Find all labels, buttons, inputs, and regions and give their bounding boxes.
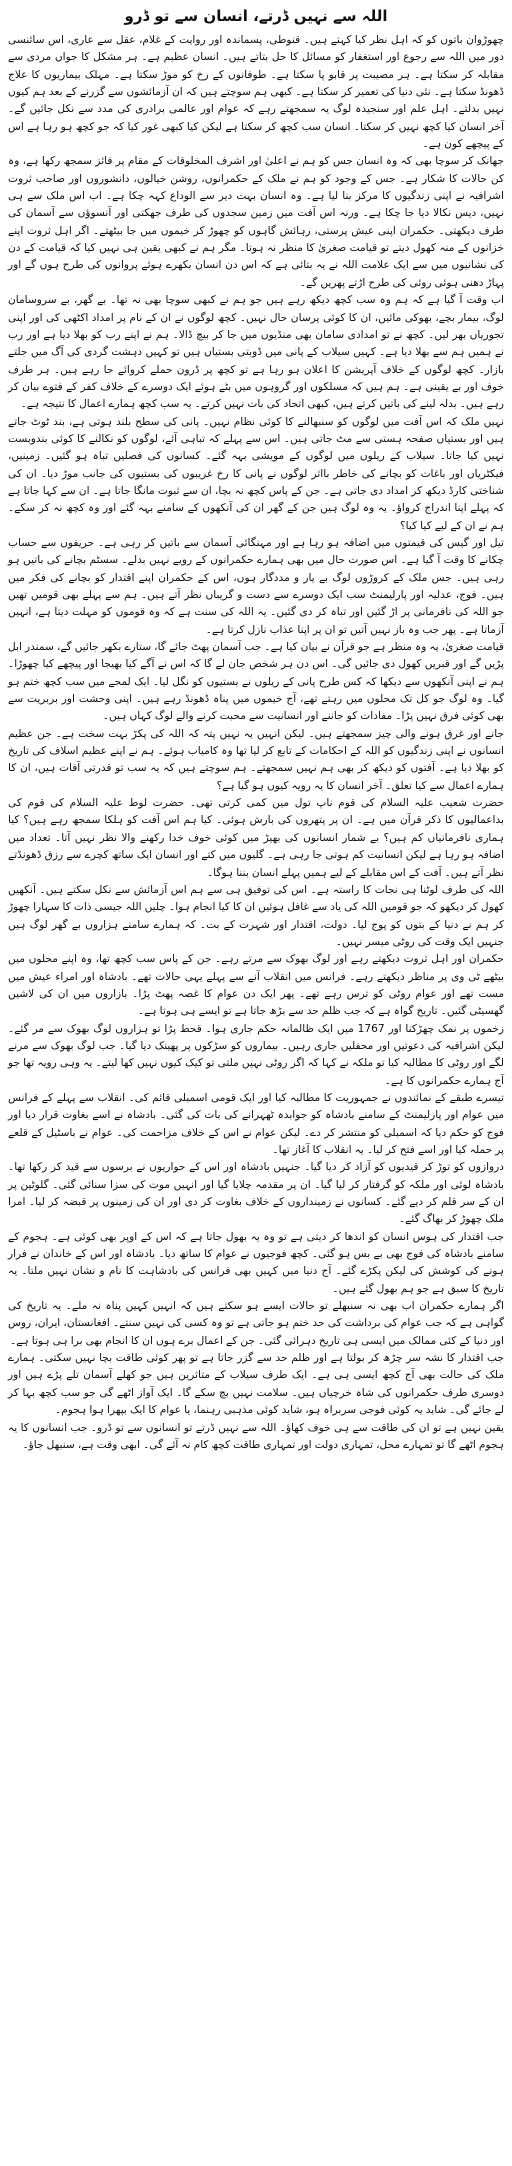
article-body — [8, 32, 504, 1454]
paragraph: جب اقتدار کا نشہ سر چڑھ کر بولتا ہے اور ظلم حد سے گزر جاتا ہے تو پھر کوئی طاقت بچا نہیں سکتی۔ ہمارے ملک کی حالت بھی آج کچھ ایسی ہی ہے۔ ایک طرف سیلاب کے متاثرین ہیں جو کھلے آسمان تلے پڑے ہیں اور دوسری طرف حکمرانوں کی شاہ خرچیاں ہیں۔ سلامت نہیں بچ سکے گا۔ ایک آواز اٹھے گی جو سب کچھ بہا کر لے جائے گی۔ شاید یہ کوئی فوجی سربراہ ہو، شاید کوئی مذہبی رہنما، یا عوام کا ایک بپھرا ہوا ہجوم۔ — [8, 1352, 504, 1417]
paragraph: حکمران اور اہل ثروت دیکھتے رہے اور لوگ بھوک سے مرتے رہے۔ جن کے پاس سب کچھ تھا، وہ اپنے محلوں میں بیٹھے ٹی وی پر مناظر دیکھتے رہے۔ فرانس میں انقلاب آنے سے پہلے یہی حالات تھے۔ بادشاہ اور امراء عیش میں مست تھے اور عوام روٹی کو ترس رہے تھے۔ پھر ایک دن عوام کا غصہ پھٹ پڑا۔ بازاروں میں ان کی لاشیں گھسیٹی گئیں۔ تاریخ گواہ ہے کہ جب ظلم حد سے بڑھ جاتا ہے تو ایسے ہی ہوتا ہے۔ — [8, 953, 504, 1018]
article-title: اللہ سے نہیں ڈرتے، انسان سے تو ڈرو — [124, 7, 388, 25]
paragraph: اب وقت آ گیا ہے کہ ہم وہ سب کچھ دیکھ رہے ہیں جو ہم نے کبھی سوچا بھی نہ تھا۔ بے گھر، بے سروسامان لوگ، بیمار بچے، بھوکی مائیں، ان کا کوئی پرسان حال نہیں۔ کچھ لوگوں نے ان کے نام پر امداد اکٹھی کی اور اپنی تجوریاں بھر لیں۔ کچھ نے تو امدادی سامان بھی منڈیوں میں جا کر بیچ ڈالا۔ ہم نے اپنے رب کو بھلا دیا ہے اور رب نے ہمیں ہم سے بھلا دیا ہے۔ کہیں سیلاب کے پانی میں ڈوبتی بستیاں ہیں تو کہیں دہشت گردی کی آگ میں جلتے بازار۔ کچھ لوگوں کے خلاف آپریشن کا اعلان ہو رہا ہے تو کچھ پر ڈرون حملے کروائے جا رہے ہیں۔ ہر طرف خوف اور بے یقینی ہے۔ ہم ہیں کہ مسلکوں اور گروہوں میں بٹے ہوئے ایک دوسرے کے خلاف کفر کے فتوے بیان کر رہے ہیں۔ بدلہ لینے کی باتیں کرتے ہیں، کبھی اتحاد کی بات نہیں کرتے۔ یہ سب کچھ ہمارے اعمال کا نتیجہ ہے۔ — [8, 294, 504, 411]
paragraph: جب اقتدار کی ہوس انسان کو اندھا کر دیتی ہے تو وہ یہ بھول جاتا ہے کہ اس کے اوپر بھی کوئی ہے۔ ہجوم کے سامنے بادشاہ کی فوج بھی بے بس ہو گئی۔ کچھ فوجیوں نے عوام کا ساتھ دیا۔ بادشاہ اور اس کے خاندان نے فرار ہونے کی کوشش کی لیکن پکڑے گئے۔ آج دنیا میں کہیں بھی فرانس کی بادشاہت کا نام و نشان نہیں ملتا۔ یہ تاریخ کا سبق ہے جو ہم بھول گئے ہیں۔ — [8, 1230, 504, 1295]
paragraph: نہیں ملک کہ اس آفت میں لوگوں کو سنبھالنے کا کوئی نظام نہیں۔ پانی کی سطح بلند ہوتی ہے، بند ٹوٹ جاتے ہیں اور بستیاں صفحہ ہستی سے مٹ جاتی ہیں۔ اس سے پہلے کہ تباہی آئے، لوگوں کو نکالنے کا کوئی بندوبست نہیں کیا جاتا۔ سیلاب کے ریلوں میں لوگوں کے مویشی بہہ گئے۔ کسانوں کی فصلیں تباہ ہو گئیں۔ زمینیں، فیکٹریاں اور باغات کو بچانے کی خاطر بااثر لوگوں نے پانی کا رخ غریبوں کی بستیوں کی جانب موڑ دیا۔ ان کی شناختی کارڈ دیکھ کر امداد دی جاتی ہے۔ جن کے پاس کچھ نہ بچا، ان سے ثبوت مانگا جاتا ہے۔ ان سے کہا جاتا ہے کہ پہلے اپنا اندراج کرواؤ۔ یہ وہ لوگ ہیں جن کے گھر ان کی آنکھوں کے سامنے بہہ گئے اور وہ کچھ نہ کر سکے۔ ہم نے ان کے لیے کیا کیا؟ — [8, 415, 504, 532]
paragraph: اگر ہمارے حکمران اب بھی نہ سنبھلے تو حالات ایسے ہو سکتے ہیں کہ انہیں کہیں پناہ نہ ملے۔ یہ تاریخ کی گواہی ہے کہ جب عوام کی برداشت کی حد ختم ہو جاتی ہے تو وہ کسی کی نہیں سنتے۔ افغانستان، ایران، روس اور دنیا کے کئی ممالک میں ایسی ہی تاریخ دہرائی گئی۔ جن کے اعمال برے ہوں ان کا انجام بھی برا ہی ہوتا ہے۔ — [8, 1300, 504, 1347]
paragraph: حضرت شعیب علیہ السلام کی قوم ناپ تول میں کمی کرتی تھی۔ حضرت لوط علیہ السلام کی قوم کی بداعمالیوں کا ذکر قرآن میں ہے۔ ان پر پتھروں کی بارش ہوئی۔ کیا ہم اس آفت کو ہلکا سمجھ رہے ہیں؟ کیا ہماری نافرمانیاں کم ہیں؟ بے شمار انسانوں کی بھیڑ میں کوئی خوف خدا رکھنے والا نظر نہیں آتا۔ تعداد میں اضافہ ہو رہا ہے لیکن انسانیت کم ہوتی جا رہی ہے۔ گلیوں میں کتے اور انسان ایک ساتھ کچرے سے رزق ڈھونڈتے نظر آتے ہیں۔ آفت کے اس مقابلے کے لیے ہمیں پہلے انسان بننا ہوگا۔ — [8, 797, 504, 879]
paragraph: قیامت صغریٰ، یہ وہ منظر ہے جو قرآن نے بیان کیا ہے۔ جب آسمان پھٹ جائے گا، ستارے بکھر جائیں گے، سمندر ابل پڑیں گے اور قبریں کھول دی جائیں گی۔ اس دن ہر شخص جان لے گا کہ اس نے آگے کیا بھیجا اور پیچھے کیا چھوڑا۔ ہم نے اپنی آنکھوں سے دیکھا کہ کس طرح پانی کے ریلوں نے بستیوں کو نگل لیا۔ ایک لمحے میں سب کچھ ختم ہو گیا۔ وہ لوگ جو کل تک محلوں میں رہتے تھے، آج خیموں میں پناہ ڈھونڈ رہے ہیں۔ اپنی وحشت اور بربریت سے بھی کوئی فرق نہیں پڑا۔ مفادات کو جاننے اور انسانیت سے محبت کرنے والے لوگ کہاں ہیں۔ — [8, 641, 504, 723]
paragraph: دروازوں کو توڑ کر قیدیوں کو آزاد کر دیا گیا۔ جنہیں بادشاہ اور اس کے حواریوں نے برسوں سے قید کر رکھا تھا۔ بادشاہ لوئی اور ملکہ کو گرفتار کر لیا گیا۔ ان پر مقدمہ چلایا گیا اور انہیں موت کی سزا سنائی گئی۔ گلوٹین پر ان کے سر قلم کر دیے گئے۔ کسانوں نے زمینداروں کے خلاف بغاوت کر دی اور ان کی زمینوں پر قبضہ کر لیا۔ امرا ملک چھوڑ کر بھاگ گئے۔ — [8, 1161, 504, 1226]
paragraph: تیل اور گیس کی قیمتوں میں اضافہ ہو رہا ہے اور مہنگائی آسمان سے باتیں کر رہی ہے۔ حریفوں سے حساب چکانے کا وقت آ گیا ہے۔ اس صورت حال میں بھی ہمارے حکمرانوں کے رویے نہیں بدلے۔ سسٹم بچانے کی باتیں ہو رہی ہیں۔ جس ملک کے کروڑوں لوگ بے یار و مددگار ہوں، اس کے حکمران اپنے اقتدار کو بچانے کی فکر میں ہیں۔ فوج، عدلیہ اور پارلیمنٹ سب ایک دوسرے سے دست و گریباں نظر آتے ہیں۔ ہم سے پہلے بھی قومیں تھیں جو اللہ کی نافرمانی پر اڑ گئیں اور تباہ کر دی گئیں۔ یہ اللہ کی سنت ہے کہ وہ قوموں کو مہلت دیتا ہے، انہیں آزماتا ہے۔ پھر جب وہ باز نہیں آتیں تو ان پر اپنا عذاب نازل کرتا ہے۔ — [8, 536, 504, 636]
paragraph: چھوڑوان باتوں کو کہ اہل نظر کیا کہتے ہیں۔ قنوطی، پسماندہ اور روایت کے غلام، عقل سے عاری، اس سائنسی دور میں اللہ سے رجوع اور استغفار کو مسائل کا حل بتاتے ہیں۔ انسان عظیم ہے۔ ہر مشکل کا جواں مردی سے مقابلہ کر سکتا ہے۔ ہر مصیبت پر قابو پا سکتا ہے۔ طوفانوں کے رخ کو موڑ سکتا ہے۔ مہلک بیماریوں کا علاج ڈھونڈ سکتا ہے۔ نئی دنیا کی تعمیر کر سکتا ہے۔ کبھی ہم سوچتے ہیں کہ ان آزمائشوں سے گزرنے کے بعد ہم کیوں نہیں بدلتے۔ اہل علم اور سنجیدہ لوگ یہ سمجھتے رہے کہ عوام اور عالمی برادری کی مدد سے نکل جائیں گے۔ آخر انسان کیا کچھ نہیں کر سکتا۔ انسان سب کچھ کر سکتا ہے لیکن کیا کبھی غور کیا کہ جو کچھ ہو رہا ہے اس کے پیچھے کون ہے۔ — [8, 34, 504, 151]
paragraph: جانے اور غرق ہونے والی چیز سمجھتے ہیں۔ لیکن انہیں یہ نہیں پتہ کہ اللہ کی پکڑ بہت سخت ہے۔ جن عظیم انسانوں نے اپنی زندگیوں کو اللہ کے احکامات کے تابع کر لیا تھا وہ کامیاب ہوئے۔ ہم نے اپنے عظیم اسلاف کی تاریخ کو بھلا دیا ہے۔ آفتوں کو دیکھ کر بھی ہم نہیں سمجھتے۔ ہم سوچتے ہیں کہ یہ سب تو قدرتی آفات ہیں، ان کا ہمارے اعمال سے کیا تعلق۔ آخر انسان کا یہ رویہ کیوں ہو گیا ہے؟ — [8, 727, 504, 792]
paragraph: تیسرے طبقے کے نمائندوں نے جمہوریت کا مطالبہ کیا اور ایک قومی اسمبلی قائم کی۔ انقلاب سے پہلے کے فرانس میں عوام اور پارلیمنٹ کے سامنے بادشاہ کو جوابدہ ٹھہرانے کی بات کی گئی۔ بادشاہ نے اسے بغاوت قرار دیا اور فوج کو حکم دیا کہ اسمبلی کو منتشر کر دے۔ لیکن عوام نے اس کے خلاف مزاحمت کی۔ عوام نے باسٹیل کے قلعے پر حملہ کیا اور اسے فتح کر لیا۔ یہ انقلاب کا آغاز تھا۔ — [8, 1091, 504, 1156]
paragraph: اللہ کی طرف لوٹنا ہی نجات کا راستہ ہے۔ اس کی توفیق ہی سے ہم اس آزمائش سے نکل سکتے ہیں۔ آنکھیں کھول کر دیکھو کہ جو قومیں اللہ کی یاد سے غافل ہوئیں ان کا کیا انجام ہوا۔ چلیں اللہ جیسی ذات کا سہارا چھوڑ کر ہم نے دنیا کے بتوں کو پوج لیا۔ دولت، اقتدار اور شہرت کے بت۔ کہ ہمارے سامنے ہزاروں بے گھر لوگ ہیں جنہیں ایک وقت کی روٹی میسر نہیں۔ — [8, 883, 504, 948]
paragraph: یقین نہیں ہے تو ان کی طاقت سے ہی خوف کھاؤ۔ اللہ سے نہیں ڈرتے تو انسانوں سے تو ڈرو۔ جب انسانوں کا یہ ہجوم اٹھے گا تو تمہارے محل، تمہاری دولت اور تمہاری طاقت کچھ کام نہ آئے گی۔ ابھی وقت ہے، سنبھل جاؤ۔ — [8, 1421, 504, 1451]
paragraph: زخموں پر نمک چھڑکنا اور 1767 میں ایک ظالمانہ حکم جاری ہوا۔ قحط پڑا تو ہزاروں لوگ بھوک سے مر گئے۔ لیکن اشرافیہ کی دعوتیں اور محفلیں جاری رہیں۔ بیماروں کو سڑکوں پر پھینک دیا گیا۔ جب لوگ بھوک سے مرنے لگے اور روٹی کا مطالبہ کیا تو ملکہ نے کہا کہ اگر روٹی نہیں ملتی تو کیک کیوں نہیں کھا لیتے۔ یہ وہی رویہ تھا جو آج ہمارے حکمرانوں کا ہے۔ — [8, 1022, 504, 1087]
paragraph: جھانک کر سوچا بھی کہ وہ انسان جس کو ہم نے اعلیٰ اور اشرف المخلوقات کے مقام پر فائز سمجھ رکھا ہے، وہ کن حالات کا شکار ہے۔ جس کے وجود کو ہم نے ملک کے حکمرانوں، روشن خیالوں، دانشوروں اور صاحب ثروت اشرافیہ نے اپنی زندگیوں کا مرکز بنا لیا ہے۔ وہ انسان بہت دیر سے الوداع کہہ چکا ہے۔ اب اس ملک سے ہی نہیں، دیس نکالا دیا جا چکا ہے۔ ورنہ اس آفت میں زمین سجدوں کی طرف جھکتی اور آنسوؤں سے آسمان کی طرف دیکھتی۔ حکمران اپنی عیش پرستی، رہائش گاہوں کو چھوڑ کر خیموں میں جا بیٹھتے۔ اگر اہل ثروت اپنے خزانوں کے منہ کھول دیتے تو قیامت صغریٰ کا منظر نہ ہوتا۔ مگر ہم نے کبھی یقین ہی نہیں کیا کہ قیامت کے دن کی نشانیوں میں سے ایک علامت اللہ نے یہ بتائی ہے کہ اس دن انسان بکھرے ہوئے پروانوں کی طرح ہوں گے اور پہاڑ دھنی ہوئی روئی کی طرح اڑتے پھریں گے۔ — [8, 155, 504, 289]
